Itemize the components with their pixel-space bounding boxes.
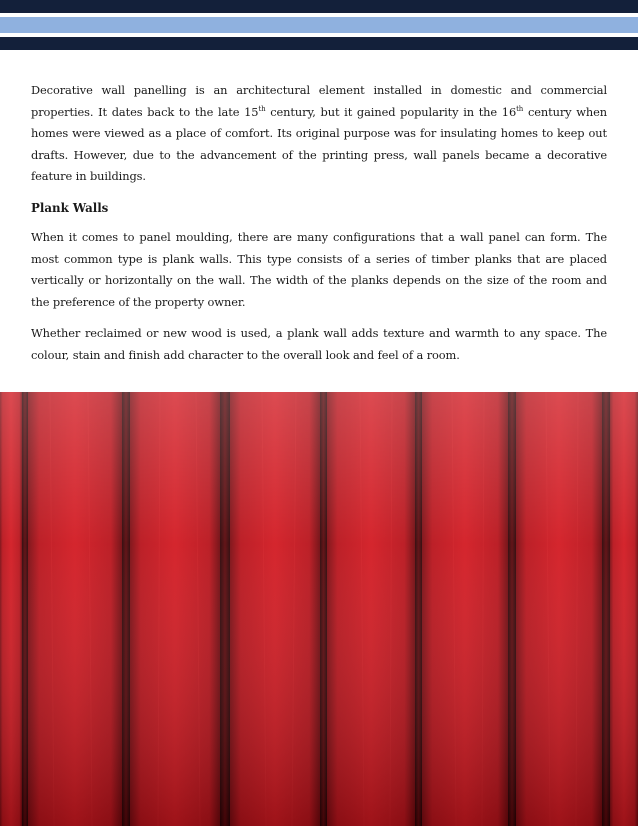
header-band-light-blue bbox=[0, 17, 638, 33]
red-plank-wall-photo bbox=[0, 392, 638, 826]
intro-paragraph bbox=[31, 80, 607, 188]
section-heading: Plank Walls bbox=[31, 200, 109, 215]
superscript-ordinal: th bbox=[516, 104, 524, 113]
header-band-dark-top bbox=[0, 0, 638, 13]
plank-walls-paragraph: When it comes to panel moulding, there are many configurations that a wall panel can form. The most common type is plank walls. This type consists of a series of timber planks that are placed vertically or horizontally on the wall. The width of the planks depends on the size of the room and the preference of the property owner. bbox=[31, 229, 607, 309]
plank-wall-illustration bbox=[0, 392, 638, 826]
intro-text-part-2: century, but it gained popularity in the 16 bbox=[265, 104, 517, 119]
superscript-ordinal: th bbox=[258, 104, 266, 113]
header-band-dark-bottom bbox=[0, 37, 638, 50]
intro-text-part-1: Decorative wall panelling is an architectural element installed in domestic and commercial properties. It dates back to the late 15 bbox=[31, 83, 607, 119]
intro-text-part-3: century when homes were viewed as a place of comfort. Its original purpose was for insulating homes to keep out drafts. However, due to the advancement of the printing press, wall panels became a decorative feature in buildings. bbox=[31, 104, 607, 184]
article-body bbox=[31, 80, 607, 377]
texture-paragraph: Whether reclaimed or new wood is used, a plank wall adds texture and warmth to any space. The colour, stain and finish add character to the overall look and feel of a room. bbox=[31, 326, 607, 362]
